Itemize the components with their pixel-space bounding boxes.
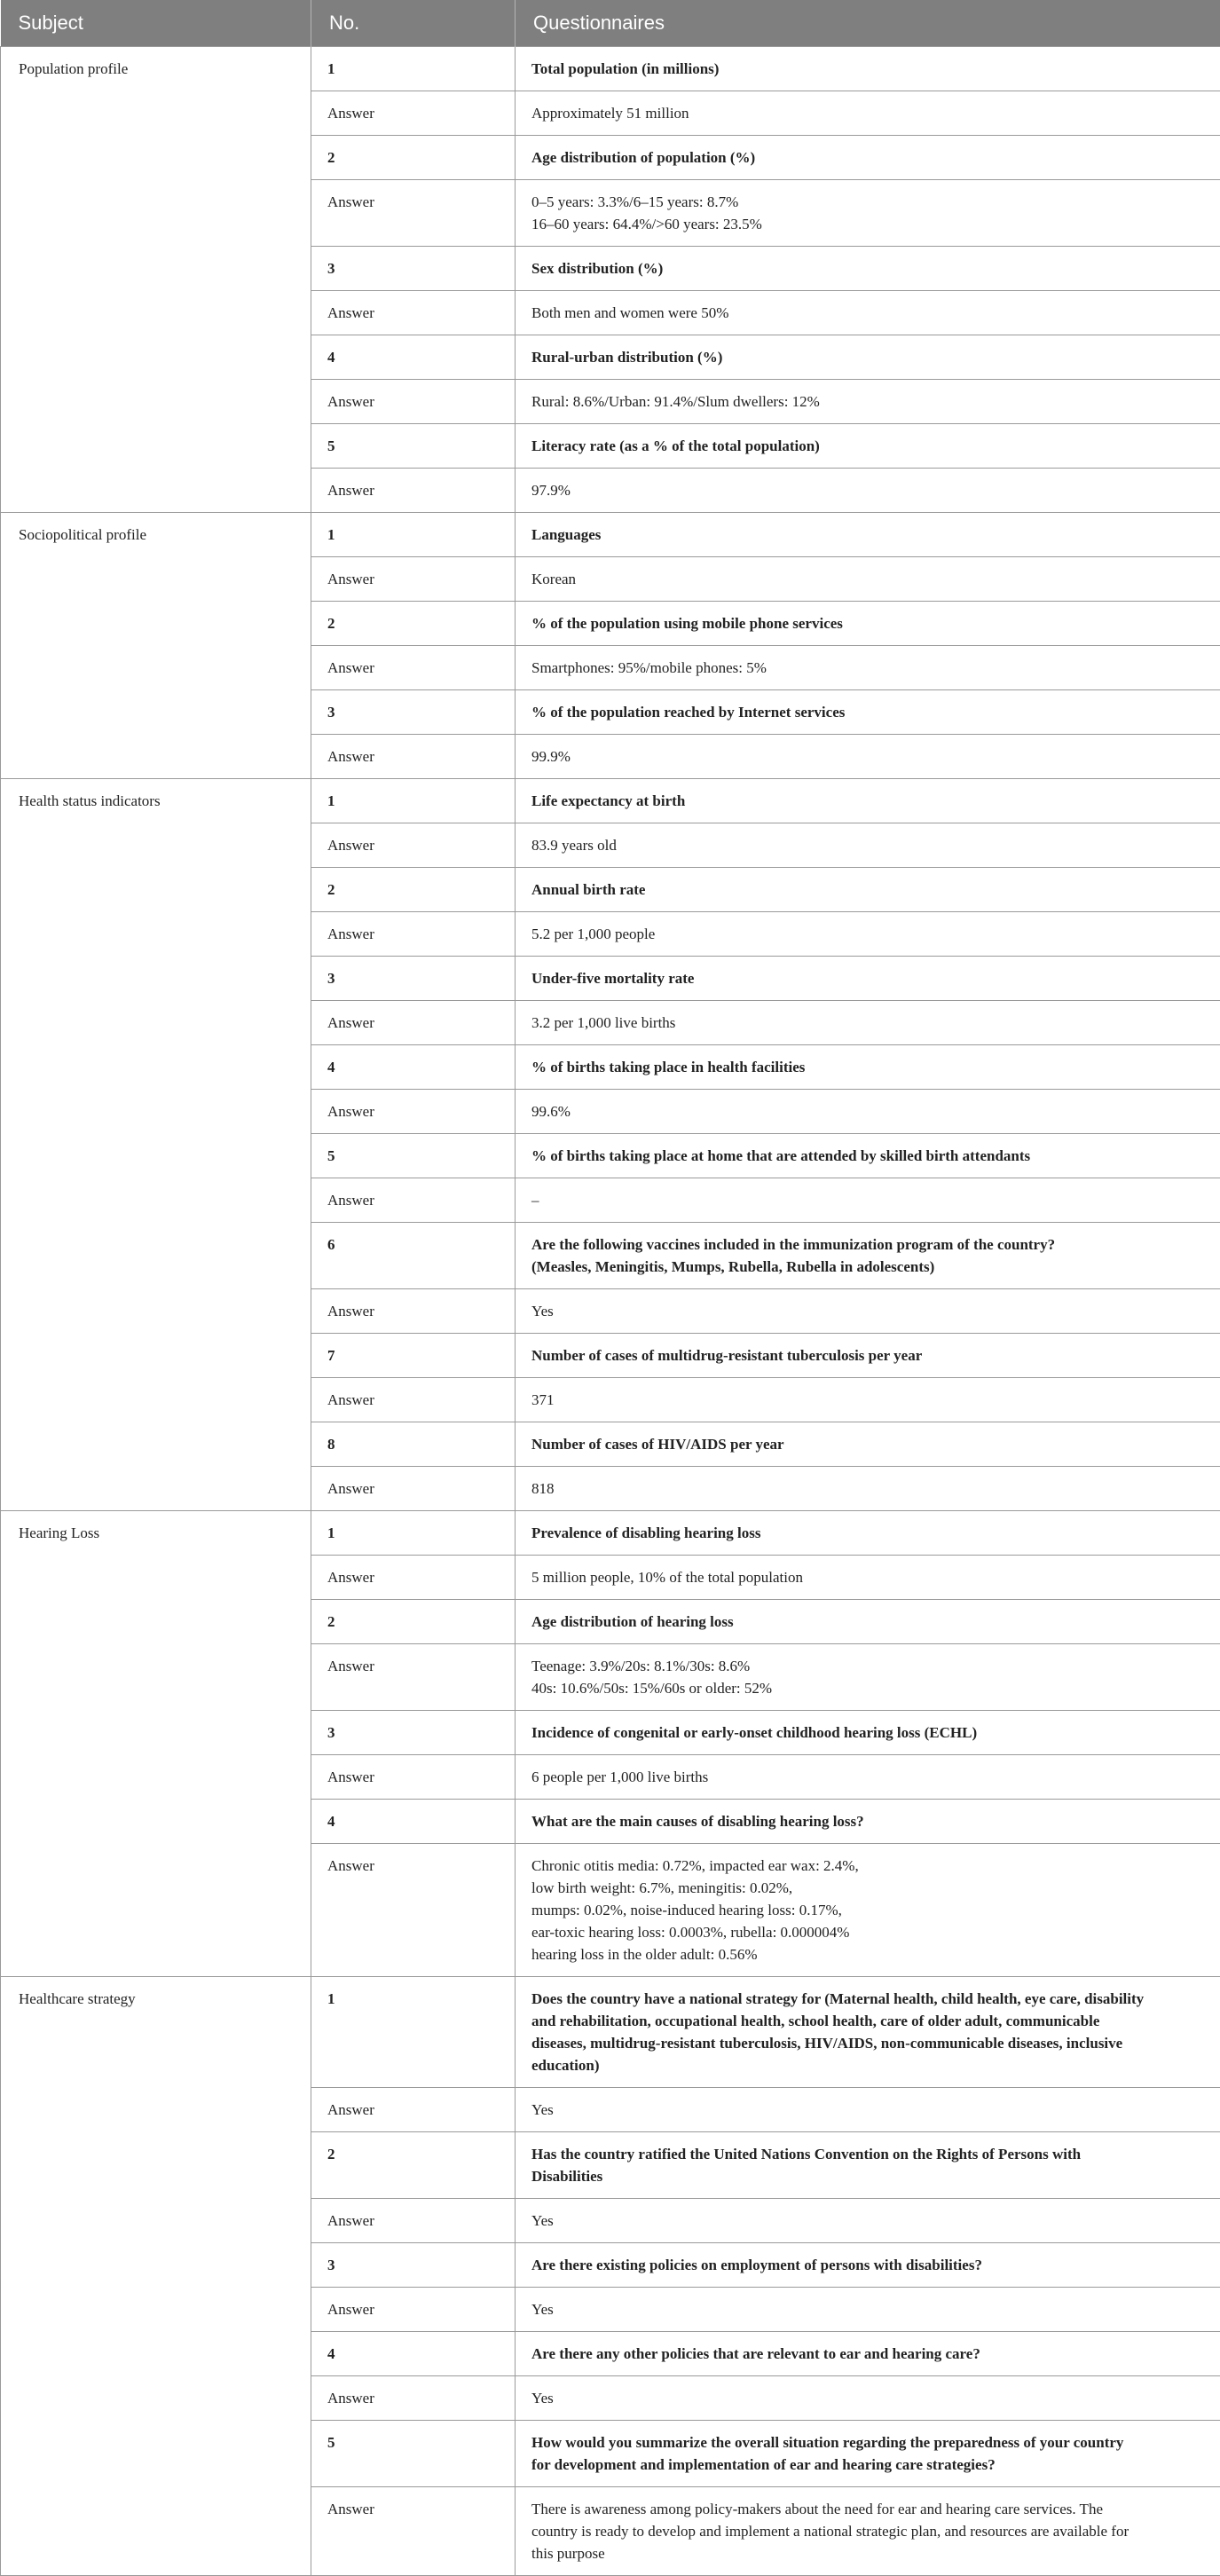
question-text xyxy=(516,424,1220,469)
question-row xyxy=(1,779,1220,823)
question-number: 5 xyxy=(311,2421,516,2487)
subject-cell: Population profile xyxy=(1,47,311,513)
question-line: Prevalence of disabling hearing loss xyxy=(531,1522,1204,1544)
answer-line: ear-toxic hearing loss: 0.0003%, rubella: 0.000004% xyxy=(531,1921,1204,1943)
question-text xyxy=(516,1045,1220,1090)
header-row xyxy=(1,0,1220,47)
question-number: 4 xyxy=(311,335,516,380)
answer-text xyxy=(516,1378,1220,1422)
answer-text xyxy=(516,2199,1220,2243)
question-number: 2 xyxy=(311,602,516,646)
answer-text xyxy=(516,2088,1220,2132)
question-text xyxy=(516,2421,1220,2487)
answer-text xyxy=(516,380,1220,424)
question-text xyxy=(516,247,1220,291)
answer-line: Yes xyxy=(531,2210,1204,2232)
answer-text xyxy=(516,2376,1220,2421)
question-text xyxy=(516,1511,1220,1556)
subject-cell: Sociopolitical profile xyxy=(1,513,311,779)
answer-line: hearing loss in the older adult: 0.56% xyxy=(531,1943,1204,1965)
question-line: diseases, multidrug-resistant tuberculosis, HIV/AIDS, non-communicable diseases, inclusive xyxy=(531,2032,1204,2054)
question-line: and rehabilitation, occupational health, school health, care of older adult, communicable xyxy=(531,2010,1204,2032)
question-number: 7 xyxy=(311,1334,516,1378)
question-text xyxy=(516,1711,1220,1755)
answer-line: 6 people per 1,000 live births xyxy=(531,1766,1204,1788)
answer-line: There is awareness among policy-makers about the need for ear and hearing care services. The xyxy=(531,2498,1204,2520)
question-line: for development and implementation of ear and hearing care strategies? xyxy=(531,2454,1204,2476)
answer-text xyxy=(516,1755,1220,1800)
question-text xyxy=(516,868,1220,912)
question-number: 1 xyxy=(311,47,516,91)
subject-cell: Hearing Loss xyxy=(1,1511,311,1977)
answer-line: Korean xyxy=(531,568,1204,590)
answer-label: Answer xyxy=(311,823,516,868)
answer-line: 97.9% xyxy=(531,479,1204,501)
answer-line: 371 xyxy=(531,1389,1204,1411)
answer-label: Answer xyxy=(311,1755,516,1800)
question-line: % of the population reached by Internet services xyxy=(531,701,1204,723)
question-text xyxy=(516,1223,1220,1289)
answer-label: Answer xyxy=(311,646,516,690)
answer-text xyxy=(516,1178,1220,1223)
question-line: % of births taking place at home that are attended by skilled birth attendants xyxy=(531,1145,1204,1167)
answer-line: low birth weight: 6.7%, meningitis: 0.02%, xyxy=(531,1877,1204,1899)
question-line: Languages xyxy=(531,524,1204,546)
answer-label: Answer xyxy=(311,380,516,424)
answer-label: Answer xyxy=(311,2487,516,2576)
answer-label: Answer xyxy=(311,180,516,247)
question-number: 5 xyxy=(311,424,516,469)
answer-text xyxy=(516,1467,1220,1511)
answer-line: 40s: 10.6%/50s: 15%/60s or older: 52% xyxy=(531,1677,1204,1699)
answer-line: mumps: 0.02%, noise-induced hearing loss: 0.17%, xyxy=(531,1899,1204,1921)
question-number: 2 xyxy=(311,2132,516,2199)
answer-label: Answer xyxy=(311,469,516,513)
subject-cell: Health status indicators xyxy=(1,779,311,1511)
question-number: 1 xyxy=(311,1511,516,1556)
question-number: 3 xyxy=(311,2243,516,2288)
question-number: 5 xyxy=(311,1134,516,1178)
question-number: 4 xyxy=(311,2332,516,2376)
answer-label: Answer xyxy=(311,1844,516,1977)
answer-line: 5.2 per 1,000 people xyxy=(531,923,1204,945)
question-number: 2 xyxy=(311,868,516,912)
answer-label: Answer xyxy=(311,1289,516,1334)
answer-label: Answer xyxy=(311,735,516,779)
answer-text xyxy=(516,557,1220,602)
answer-label: Answer xyxy=(311,2288,516,2332)
question-line: Incidence of congenital or early-onset childhood hearing loss (ECHL) xyxy=(531,1721,1204,1744)
answer-line: 99.6% xyxy=(531,1100,1204,1123)
question-number: 4 xyxy=(311,1800,516,1844)
question-text xyxy=(516,779,1220,823)
question-text xyxy=(516,1800,1220,1844)
question-line: How would you summarize the overall situation regarding the preparedness of your country xyxy=(531,2431,1204,2454)
answer-text xyxy=(516,1001,1220,1045)
question-number: 3 xyxy=(311,957,516,1001)
question-line: % of the population using mobile phone services xyxy=(531,612,1204,634)
question-line: (Measles, Meningitis, Mumps, Rubella, Rubella in adolescents) xyxy=(531,1256,1204,1278)
answer-text xyxy=(516,91,1220,136)
answer-line: 5 million people, 10% of the total population xyxy=(531,1566,1204,1588)
question-number: 2 xyxy=(311,1600,516,1644)
question-number: 1 xyxy=(311,513,516,557)
answer-label: Answer xyxy=(311,1556,516,1600)
answer-label: Answer xyxy=(311,1644,516,1711)
answer-line: country is ready to develop and implement a national strategic plan, and resources are available for xyxy=(531,2520,1204,2542)
answer-line: 16–60 years: 64.4%/>60 years: 23.5% xyxy=(531,213,1204,235)
question-number: 3 xyxy=(311,1711,516,1755)
answer-text xyxy=(516,912,1220,957)
answer-label: Answer xyxy=(311,557,516,602)
answer-label: Answer xyxy=(311,2199,516,2243)
answer-label: Answer xyxy=(311,912,516,957)
table-header xyxy=(1,0,1220,47)
question-line: Age distribution of population (%) xyxy=(531,146,1204,169)
question-row xyxy=(1,1511,1220,1556)
question-text xyxy=(516,2332,1220,2376)
answer-label: Answer xyxy=(311,1378,516,1422)
answer-label: Answer xyxy=(311,1467,516,1511)
answer-line: Smartphones: 95%/mobile phones: 5% xyxy=(531,657,1204,679)
question-text xyxy=(516,2132,1220,2199)
question-number: 1 xyxy=(311,1977,516,2088)
answer-label: Answer xyxy=(311,1001,516,1045)
answer-text xyxy=(516,735,1220,779)
answer-label: Answer xyxy=(311,1178,516,1223)
question-line: Number of cases of HIV/AIDS per year xyxy=(531,1433,1204,1455)
question-line: Literacy rate (as a % of the total population) xyxy=(531,435,1204,457)
question-text xyxy=(516,1600,1220,1644)
answer-line: 99.9% xyxy=(531,745,1204,768)
question-number: 6 xyxy=(311,1223,516,1289)
answer-label: Answer xyxy=(311,2376,516,2421)
answer-line: 83.9 years old xyxy=(531,834,1204,856)
question-number: 3 xyxy=(311,690,516,735)
answer-label: Answer xyxy=(311,1090,516,1134)
answer-text xyxy=(516,1644,1220,1711)
question-row xyxy=(1,47,1220,91)
header-number: No. xyxy=(311,0,516,47)
answer-line: Rural: 8.6%/Urban: 91.4%/Slum dwellers: 12% xyxy=(531,390,1204,413)
answer-text xyxy=(516,646,1220,690)
question-line: education) xyxy=(531,2054,1204,2076)
answer-line: – xyxy=(531,1189,1204,1211)
question-number: 3 xyxy=(311,247,516,291)
question-number: 4 xyxy=(311,1045,516,1090)
answer-line: Yes xyxy=(531,1300,1204,1322)
answer-text xyxy=(516,291,1220,335)
subject-cell: Healthcare strategy xyxy=(1,1977,311,2576)
header-questionnaires: Questionnaires xyxy=(516,0,1220,47)
answer-text xyxy=(516,1844,1220,1977)
question-line: Number of cases of multidrug-resistant tuberculosis per year xyxy=(531,1344,1204,1367)
answer-label: Answer xyxy=(311,291,516,335)
answer-text xyxy=(516,2487,1220,2576)
question-line: Sex distribution (%) xyxy=(531,257,1204,280)
answer-label: Answer xyxy=(311,2088,516,2132)
answer-line: Teenage: 3.9%/20s: 8.1%/30s: 8.6% xyxy=(531,1655,1204,1677)
answer-line: Chronic otitis media: 0.72%, impacted ear wax: 2.4%, xyxy=(531,1855,1204,1877)
answer-line: this purpose xyxy=(531,2542,1204,2564)
answer-text xyxy=(516,1090,1220,1134)
question-text xyxy=(516,690,1220,735)
question-text xyxy=(516,136,1220,180)
question-line: Has the country ratified the United Nations Convention on the Rights of Persons with xyxy=(531,2143,1204,2165)
answer-text xyxy=(516,2288,1220,2332)
question-text xyxy=(516,47,1220,91)
question-line: Are there any other policies that are relevant to ear and hearing care? xyxy=(531,2343,1204,2365)
question-line: Are there existing policies on employment of persons with disabilities? xyxy=(531,2254,1204,2276)
answer-text xyxy=(516,469,1220,513)
question-line: Under-five mortality rate xyxy=(531,967,1204,989)
question-line: Life expectancy at birth xyxy=(531,790,1204,812)
question-number: 1 xyxy=(311,779,516,823)
question-text xyxy=(516,513,1220,557)
answer-line: Approximately 51 million xyxy=(531,102,1204,124)
question-line: Annual birth rate xyxy=(531,878,1204,901)
question-line: Does the country have a national strategy for (Maternal health, child health, eye care, disability xyxy=(531,1988,1204,2010)
answer-text xyxy=(516,180,1220,247)
answer-line: Both men and women were 50% xyxy=(531,302,1204,324)
question-text xyxy=(516,1134,1220,1178)
question-row xyxy=(1,1977,1220,2088)
question-text xyxy=(516,2243,1220,2288)
answer-line: 3.2 per 1,000 live births xyxy=(531,1012,1204,1034)
answer-line: 0–5 years: 3.3%/6–15 years: 8.7% xyxy=(531,191,1204,213)
header-subject: Subject xyxy=(1,0,311,47)
question-text xyxy=(516,957,1220,1001)
question-text xyxy=(516,602,1220,646)
answer-line: Yes xyxy=(531,2387,1204,2409)
question-line: What are the main causes of disabling hearing loss? xyxy=(531,1810,1204,1832)
question-text xyxy=(516,1422,1220,1467)
answer-label: Answer xyxy=(311,91,516,136)
answer-text xyxy=(516,1289,1220,1334)
answer-line: Yes xyxy=(531,2298,1204,2320)
answer-text xyxy=(516,1556,1220,1600)
question-line: Age distribution of hearing loss xyxy=(531,1611,1204,1633)
question-text xyxy=(516,1977,1220,2088)
question-line: Disabilities xyxy=(531,2165,1204,2187)
answer-text xyxy=(516,823,1220,868)
question-line: % of births taking place in health facilities xyxy=(531,1056,1204,1078)
table-body xyxy=(1,47,1220,2576)
question-text xyxy=(516,1334,1220,1378)
answer-line: Yes xyxy=(531,2099,1204,2121)
answer-line: 818 xyxy=(531,1477,1204,1500)
question-number: 2 xyxy=(311,136,516,180)
question-line: Are the following vaccines included in the immunization program of the country? xyxy=(531,1233,1204,1256)
question-text xyxy=(516,335,1220,380)
question-line: Total population (in millions) xyxy=(531,58,1204,80)
question-row xyxy=(1,513,1220,557)
question-line: Rural-urban distribution (%) xyxy=(531,346,1204,368)
question-number: 8 xyxy=(311,1422,516,1467)
